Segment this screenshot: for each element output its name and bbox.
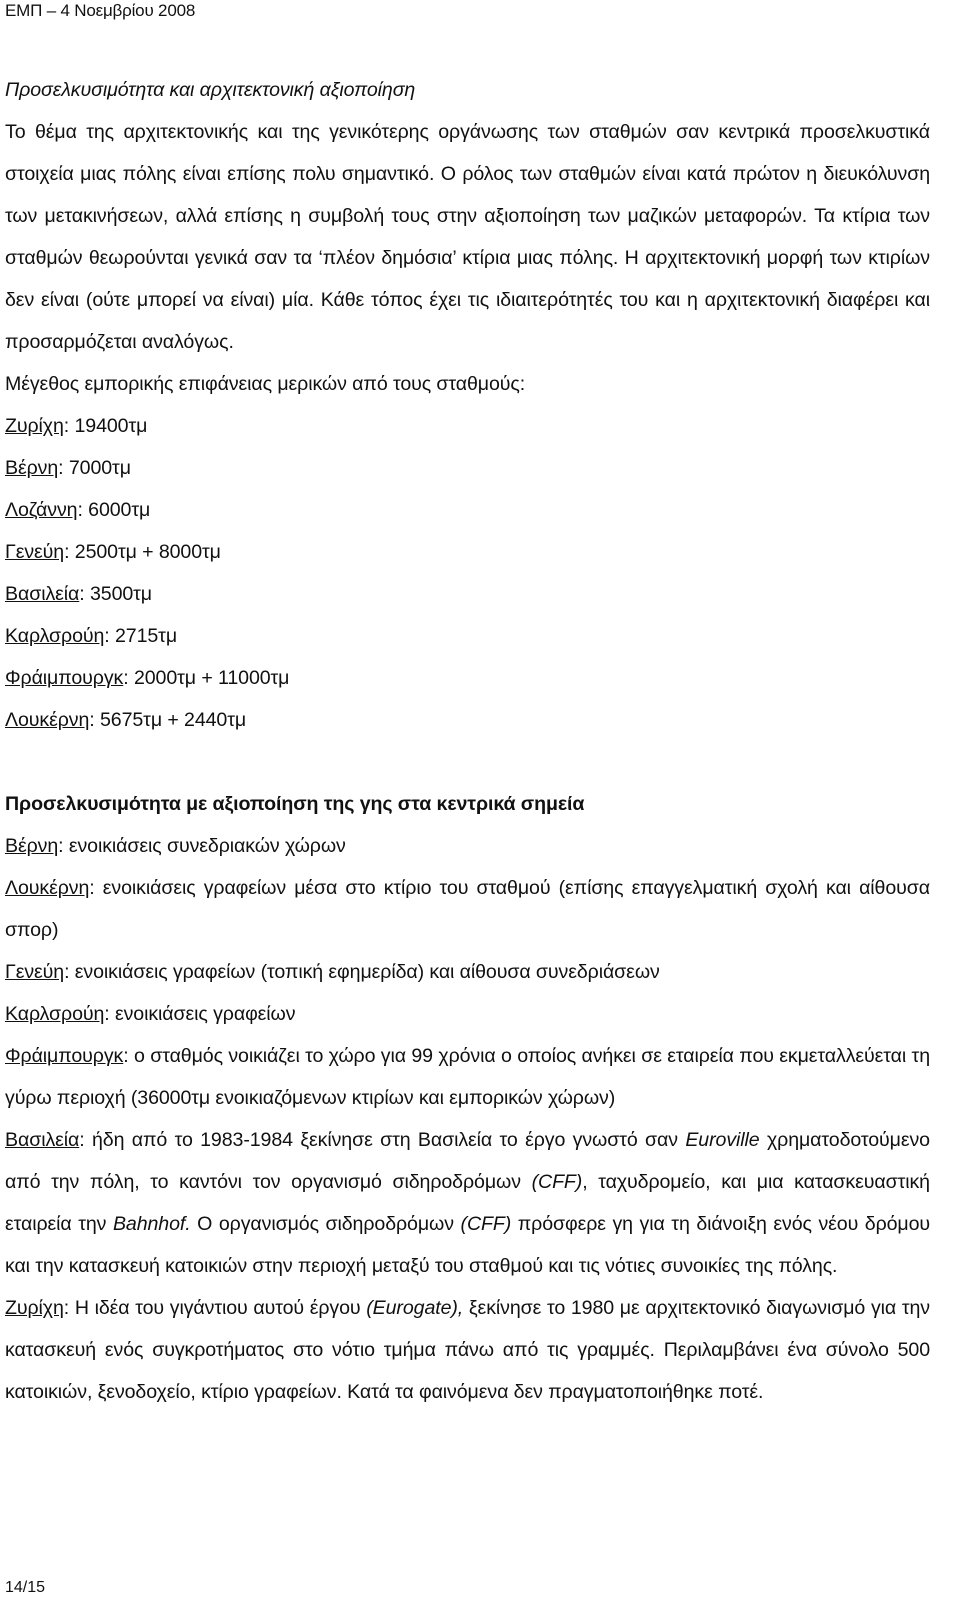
page-number: 14/15 <box>5 1579 46 1596</box>
organization-name: (CFF) <box>531 1171 583 1193</box>
organization-name: (CFF) <box>460 1213 512 1235</box>
document-body <box>5 69 930 1413</box>
station-area: 6000τμ <box>88 499 151 521</box>
station-area: 5675τμ + 2440τμ <box>99 709 247 731</box>
city-name: Ζυρίχη <box>5 1297 64 1319</box>
land-use-item-karlsruhe <box>5 993 930 1035</box>
separator: : <box>64 541 75 563</box>
project-name: Euroville <box>685 1129 760 1151</box>
separator: : <box>123 667 134 689</box>
item-text: : ενοικιάσεις γραφείων μέσα στο κτίριο του σταθμού (επίσης επαγγελματική σχολή και αίθουσα σπορ) <box>5 877 930 941</box>
station-area: 7000τμ <box>68 457 131 479</box>
station-line <box>5 573 930 615</box>
land-use-item-luzern <box>5 867 930 951</box>
station-line <box>5 405 930 447</box>
station-line <box>5 489 930 531</box>
city-name: Γενεύη <box>5 961 65 983</box>
land-use-item-bern <box>5 825 930 867</box>
intro-paragraph: Το θέμα της αρχιτεκτονικής και της γενικότερης οργάνωσης των σταθμών σαν κεντρικά προσελκυστικά στοιχεία μιας πόλης είναι επίσης πολυ σημαντικό. Ο ρόλος των σταθμών είναι κατά πρώτον η διευκόλυνση των μετακινήσεων, αλλά επίσης η συμβολή τους στην αξιοποίηση των μαζικών μεταφορών. Τα κτίρια των σταθμών θεωρούνται γενικά σαν τα ‘πλέον δημόσια’ κτίρια μιας πόλης. Η αρχιτεκτονική μορφή των κτιρίων δεν είναι (ούτε μπορεί να είναι) μία. Κάθε τόπος έχει τις ιδιαιτερότητές του και η αρχιτεκτονική διαφέρει και προσαρμόζεται αναλόγως. <box>5 121 930 353</box>
blank-line <box>5 741 930 783</box>
station-line <box>5 699 930 741</box>
city-name: Λουκέρνη <box>5 877 90 899</box>
section-title-attractiveness: Προσελκυσιμότητα και αρχιτεκτονική αξιοποίηση <box>5 79 416 101</box>
separator: : <box>58 457 69 479</box>
separator: : <box>79 583 90 605</box>
station-city: Βασιλεία <box>5 583 80 605</box>
station-area: 2715τμ <box>114 625 178 647</box>
item-text: Ο οργανισμός σιδηροδρόμων <box>190 1213 461 1235</box>
item-text: : ο σταθμός νοικιάζει το χώρο για 99 χρόνια ο οποίος ανήκει σε εταιρεία που εκμεταλλεύεται τη γύρω περιοχή (36000τμ ενοικιαζόμενων κτιρίων και εμπορικών χώρων) <box>5 1045 930 1109</box>
city-name: Καρλσρούη <box>5 1003 105 1025</box>
station-line <box>5 615 930 657</box>
separator: : <box>89 709 100 731</box>
item-text: : Η ιδέα του γιγάντιου αυτού έργου <box>63 1297 367 1319</box>
city-name: Βέρνη <box>5 835 59 857</box>
stations-intro: Μέγεθος εμπορικής επιφάνειας μερικών από τους σταθμούς: <box>5 373 526 395</box>
land-use-item-zurich <box>5 1287 930 1413</box>
station-city: Λουκέρνη <box>5 709 90 731</box>
item-text: : ενοικιάσεις γραφείων (τοπική εφημερίδα) και αίθουσα συνεδριάσεων <box>64 961 660 983</box>
separator: : <box>63 415 75 437</box>
page-header: ΕΜΠ – 4 Νοεμβρίου 2008 <box>5 1 196 20</box>
station-line <box>5 531 930 573</box>
station-area: 2500τμ + 8000τμ <box>74 541 221 563</box>
item-text: πρόσφερε γη για τη διάνοιξη ενός νέου δρόμου και την κατασκευή κατοικιών στην περιοχή μεταξύ του σταθμού και τις νότιες συνοικίες της πόλης. <box>5 1213 931 1277</box>
item-text: , ταχυδρομείο, και μια κατασκευαστική εταιρεία την <box>5 1171 930 1235</box>
station-area: 2000τμ + 11000τμ <box>133 667 290 689</box>
station-line <box>5 447 930 489</box>
station-area: 19400τμ <box>74 415 148 437</box>
item-text: χρηματοδοτούμενο από την πόλη, το καντόνι τον οργανισμό σιδηροδρόμων <box>5 1129 930 1193</box>
item-text: : ήδη από το 1983-1984 ξεκίνησε στη Βασιλεία το έργο γνωστό σαν <box>79 1129 686 1151</box>
station-city: Γενεύη <box>5 541 65 563</box>
land-use-item-basel <box>5 1119 930 1287</box>
station-city: Καρλσρούη <box>5 625 105 647</box>
station-city: Βέρνη <box>5 457 59 479</box>
station-city: Λοζάννη <box>5 499 78 521</box>
station-line <box>5 657 930 699</box>
project-name: (Eurogate), <box>366 1297 464 1319</box>
company-name: Bahnhof. <box>112 1213 191 1235</box>
section-title-land-use: Προσελκυσιμότητα με αξιοποίηση της γης στα κεντρικά σημεία <box>5 793 585 815</box>
separator: : <box>77 499 89 521</box>
item-text: ξεκίνησε το 1980 με αρχιτεκτονικό διαγωνισμό για την κατασκευή ενός συγκροτήματος στο νότιο τμήμα πάνω από τις γραμμές. Περιλαμβάνει ένα σύνολο 500 κατοικιών, ξενοδοχείο, κτίριο γραφείων. Κατά τα φαινόμενα δεν πραγματοποιήθηκε ποτέ. <box>5 1297 930 1403</box>
city-name: Βασιλεία <box>5 1129 80 1151</box>
station-area: 3500τμ <box>89 583 152 605</box>
city-name: Φράιμπουργκ <box>5 1045 124 1067</box>
item-text: : ενοικιάσεις συνεδριακών χώρων <box>58 835 346 857</box>
item-text: : ενοικιάσεις γραφείων <box>104 1003 296 1025</box>
separator: : <box>104 625 115 647</box>
station-city: Ζυρίχη <box>5 415 64 437</box>
station-city: Φράιμπουργκ <box>5 667 124 689</box>
land-use-item-freiburg <box>5 1035 930 1119</box>
land-use-item-geneva <box>5 951 930 993</box>
